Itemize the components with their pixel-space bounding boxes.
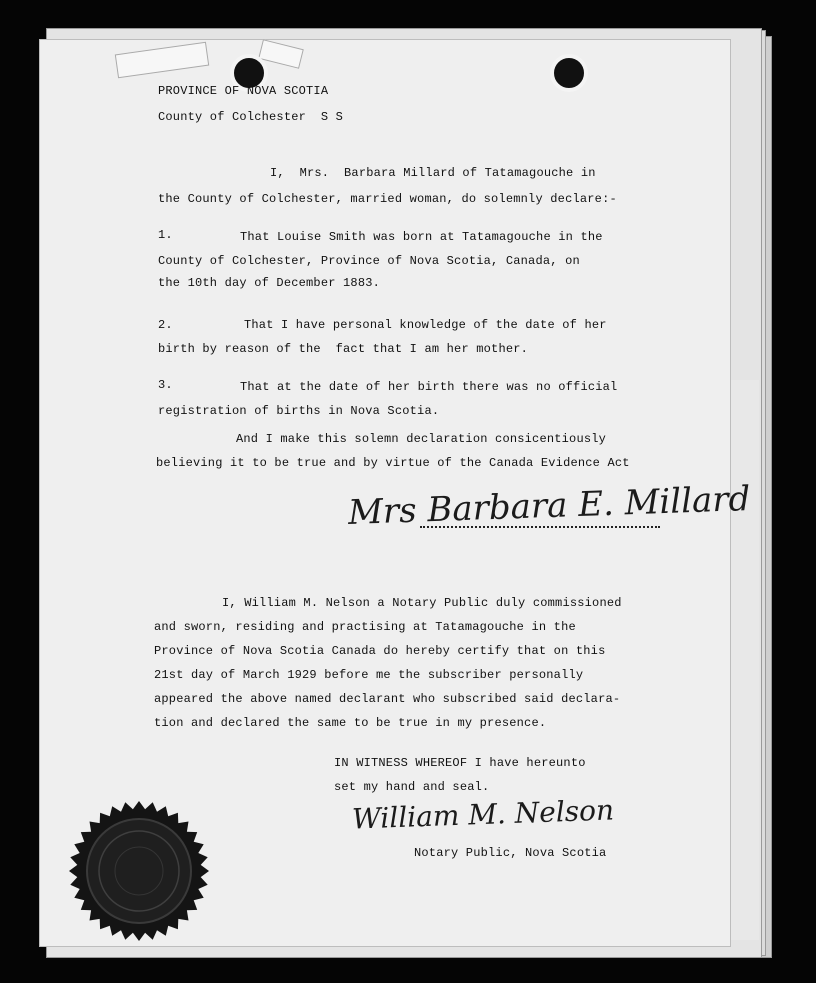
item-line: registration of births in Nova Scotia.	[158, 404, 440, 418]
declarant-signature: Mrs Barbara E. Millard	[347, 478, 751, 534]
item-line: That at the date of her birth there was no official	[240, 380, 618, 394]
notary-seal-icon	[68, 800, 210, 942]
closing-line: believing it to be true and by virtue of the Canada Evidence Act	[156, 456, 630, 470]
punch-hole	[550, 54, 588, 92]
witness-line: set my hand and seal.	[334, 780, 490, 794]
witness-line: IN WITNESS WHEREOF I have hereunto	[334, 756, 586, 770]
item-line: That Louise Smith was born at Tatamagouche in the	[240, 230, 603, 244]
notary-line: Province of Nova Scotia Canada do hereby certify that on this	[154, 644, 606, 658]
intro-line: I, Mrs. Barbara Millard of Tatamagouche in	[270, 166, 596, 180]
item-line: the 10th day of December 1883.	[158, 276, 381, 290]
item-number: 3.	[158, 378, 173, 392]
header-county: County of Colchester S S	[158, 110, 344, 124]
notary-signature: William M. Nelson	[351, 793, 615, 836]
intro-line: the County of Colchester, married woman, do solemnly declare:-	[158, 192, 617, 206]
notary-line: 21st day of March 1929 before me the subscriber personally	[154, 668, 584, 682]
item-line: That I have personal knowledge of the date of her	[244, 318, 607, 332]
notary-line: and sworn, residing and practising at Tatamagouche in the	[154, 620, 576, 634]
notary-line: tion and declared the same to be true in my presence.	[154, 716, 547, 730]
header-province: PROVINCE OF NOVA SCOTIA	[158, 84, 329, 98]
item-number: 2.	[158, 318, 173, 332]
torn-corner	[115, 42, 209, 79]
item-number: 1.	[158, 228, 173, 242]
signature-line	[420, 526, 660, 528]
notary-title: Notary Public, Nova Scotia	[414, 846, 607, 860]
notary-line: I, William M. Nelson a Notary Public duly commissioned	[222, 596, 622, 610]
item-line: County of Colchester, Province of Nova Scotia, Canada, on	[158, 254, 580, 268]
item-line: birth by reason of the fact that I am her mother.	[158, 342, 529, 356]
closing-line: And I make this solemn declaration consicentiously	[236, 432, 607, 446]
notary-line: appeared the above named declarant who subscribed said declara-	[154, 692, 621, 706]
